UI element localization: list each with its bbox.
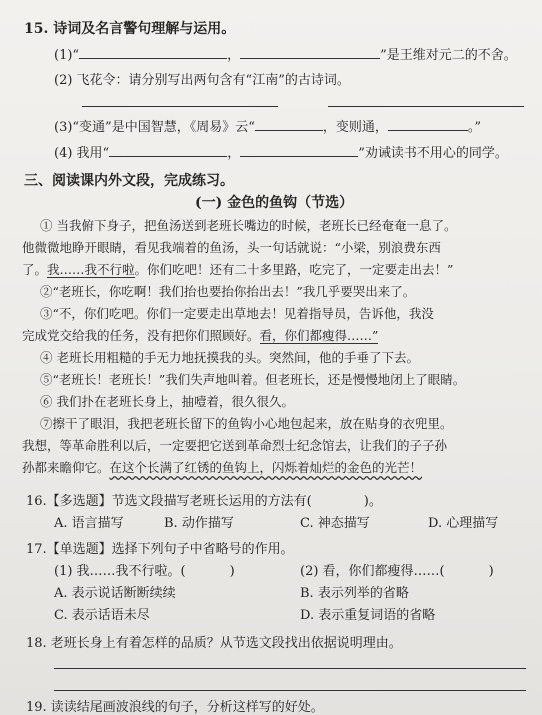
passage-title: (一) 金色的鱼钩（节选） bbox=[195, 195, 354, 211]
q17-stem: 17.【单选题】选择下列句子中省略号的作用。 bbox=[26, 542, 294, 557]
q16-option-b[interactable]: B. 动作描写 bbox=[164, 516, 234, 531]
q15-item1-blank-1[interactable] bbox=[79, 46, 227, 59]
passage-p1-underlined: 我……我不行啦 bbox=[47, 262, 135, 277]
passage-p2: ②“老班长，你吃啊！我们抬也要抬你抬出去！”我几乎要哭出来了。 bbox=[40, 284, 416, 299]
passage-p5: ⑤“老班长！老班长！”我们失声地叫着。但老班长，还是慢慢地闭上了眼睛。 bbox=[40, 372, 466, 387]
q16-stem-text: 16.【多选题】节选文段描写老班长运用的方法有( bbox=[26, 494, 312, 509]
passage-p3-underlined: 看，你们都瘦得……” bbox=[259, 328, 379, 343]
q15-item1-comma: ， bbox=[227, 48, 241, 63]
q15-item2: (2) 飞花令：请分别写出两句含有“江南”的古诗词。 bbox=[54, 73, 350, 88]
q15-title: 15. 诗词及名言警句理解与运用。 bbox=[24, 21, 236, 37]
q15-item4-tail: ”劝诫读书不用心的同学。 bbox=[358, 146, 508, 161]
q17-sub2 bbox=[300, 560, 494, 579]
q15-item1-open: (1)“ bbox=[54, 48, 80, 63]
q15-item4-comma: ， bbox=[227, 146, 241, 161]
passage-p1-line3-start: 了。 bbox=[22, 262, 48, 277]
q19-stem: 19. 读读结尾画波浪线的句子，分析这样写的好处。 bbox=[26, 700, 324, 715]
q17-sub2-close: ) bbox=[488, 564, 494, 579]
q17-sub1-close: ) bbox=[229, 564, 235, 579]
q16-option-c[interactable]: C. 神态描写 bbox=[300, 516, 370, 531]
passage-p7-line1: ⑦擦干了眼泪，我把老班长留下的鱼钩小心地包起来，放在贴身的衣兜里。 bbox=[40, 416, 453, 431]
passage-p4: ④ 老班长用粗糙的手无力地抚摸我的头。突然间，他的手垂了下去。 bbox=[40, 350, 419, 365]
q15-item3-lead: (3)“变通”是中国智慧，《周易》云“ bbox=[54, 120, 255, 135]
q18-stem: 18. 老班长身上有着怎样的品质？从节选文段找出依据说明理由。 bbox=[26, 636, 402, 651]
q18-answer-line-2[interactable] bbox=[54, 690, 526, 691]
q15-item4-lead: (4) 我用“ bbox=[54, 146, 110, 161]
q17-option-d[interactable]: D. 表示重复词语的省略 bbox=[300, 608, 436, 623]
passage-p3-line1: ③“不，你们吃吧。你们一定要走出草地去！见着指导员，告诉他，我没 bbox=[40, 306, 434, 321]
q15-item1-blank-2[interactable] bbox=[240, 46, 380, 59]
q17-option-c[interactable]: C. 表示话语未尽 bbox=[54, 608, 150, 623]
q15-item4 bbox=[54, 142, 508, 161]
q17-option-b[interactable]: B. 表示列举的省略 bbox=[300, 586, 409, 601]
q15-item4-blank-2[interactable] bbox=[240, 144, 358, 157]
q17-sub2-text: (2) 看，你们都瘦得……( bbox=[300, 564, 445, 579]
passage-p7-line3-start: 孙都来瞻仰它。 bbox=[22, 460, 110, 475]
q15-item3-mid: ，变则通， bbox=[322, 120, 388, 135]
q16-option-a[interactable]: A. 语言描写 bbox=[54, 516, 124, 531]
passage-p1-line2: 他微微地睁开眼睛，看见我端着的鱼汤，头一句话就说：“小梁，别浪费东西 bbox=[22, 240, 441, 255]
q15-item1-tail: ”是王维对元二的不舍。 bbox=[380, 48, 517, 63]
passage-p1-line3-end: 。你们吃吧！还有二十多里路，吃完了，一定要走出去！” bbox=[134, 262, 454, 277]
q15-item3 bbox=[54, 116, 481, 135]
q18-answer-line-1[interactable] bbox=[54, 668, 526, 669]
q15-item2-blank-1[interactable] bbox=[82, 106, 278, 107]
q17-option-a[interactable]: A. 表示说话断断续续 bbox=[54, 586, 176, 601]
q15-item3-blank-2[interactable] bbox=[388, 118, 468, 131]
passage-p7-line3 bbox=[22, 458, 422, 476]
section3-heading: 三、阅读课内外文段，完成练习。 bbox=[24, 173, 234, 189]
passage-p3-line2 bbox=[22, 326, 378, 344]
passage-p6: ⑥ 我们扑在老班长身上，抽噎着，很久很久。 bbox=[40, 394, 294, 409]
q16-stem-close: )。 bbox=[363, 494, 382, 509]
passage-p1-line1: ① 当我俯下身子，把鱼汤送到老班长嘴边的时候，老班长已经奄奄一息了。 bbox=[40, 218, 457, 233]
q16-stem bbox=[26, 490, 382, 509]
q15-item1 bbox=[54, 44, 517, 63]
q17-sub1 bbox=[54, 560, 235, 579]
q15-item3-blank-1[interactable] bbox=[255, 118, 323, 131]
q15-item2-blank-2[interactable] bbox=[328, 106, 524, 107]
q16-option-d[interactable]: D. 心理描写 bbox=[428, 516, 499, 531]
q15-item3-tail: 。” bbox=[467, 120, 482, 135]
passage-p7-line2: 我想，等革命胜利以后，一定要把它送到革命烈士纪念馆去，让我们的子子孙 bbox=[22, 438, 448, 453]
passage-p1-line3 bbox=[22, 260, 453, 278]
passage-wavy-sentence: 在这个长满了红锈的鱼钩上，闪烁着灿烂的金色的光芒！ bbox=[109, 460, 423, 475]
passage-p3-line2-start: 完成党交给我的任务，没有把你们照顾好。 bbox=[22, 328, 260, 343]
q17-sub1-text: (1) 我……我不行啦。( bbox=[54, 564, 186, 579]
q15-item4-blank-1[interactable] bbox=[109, 144, 227, 157]
